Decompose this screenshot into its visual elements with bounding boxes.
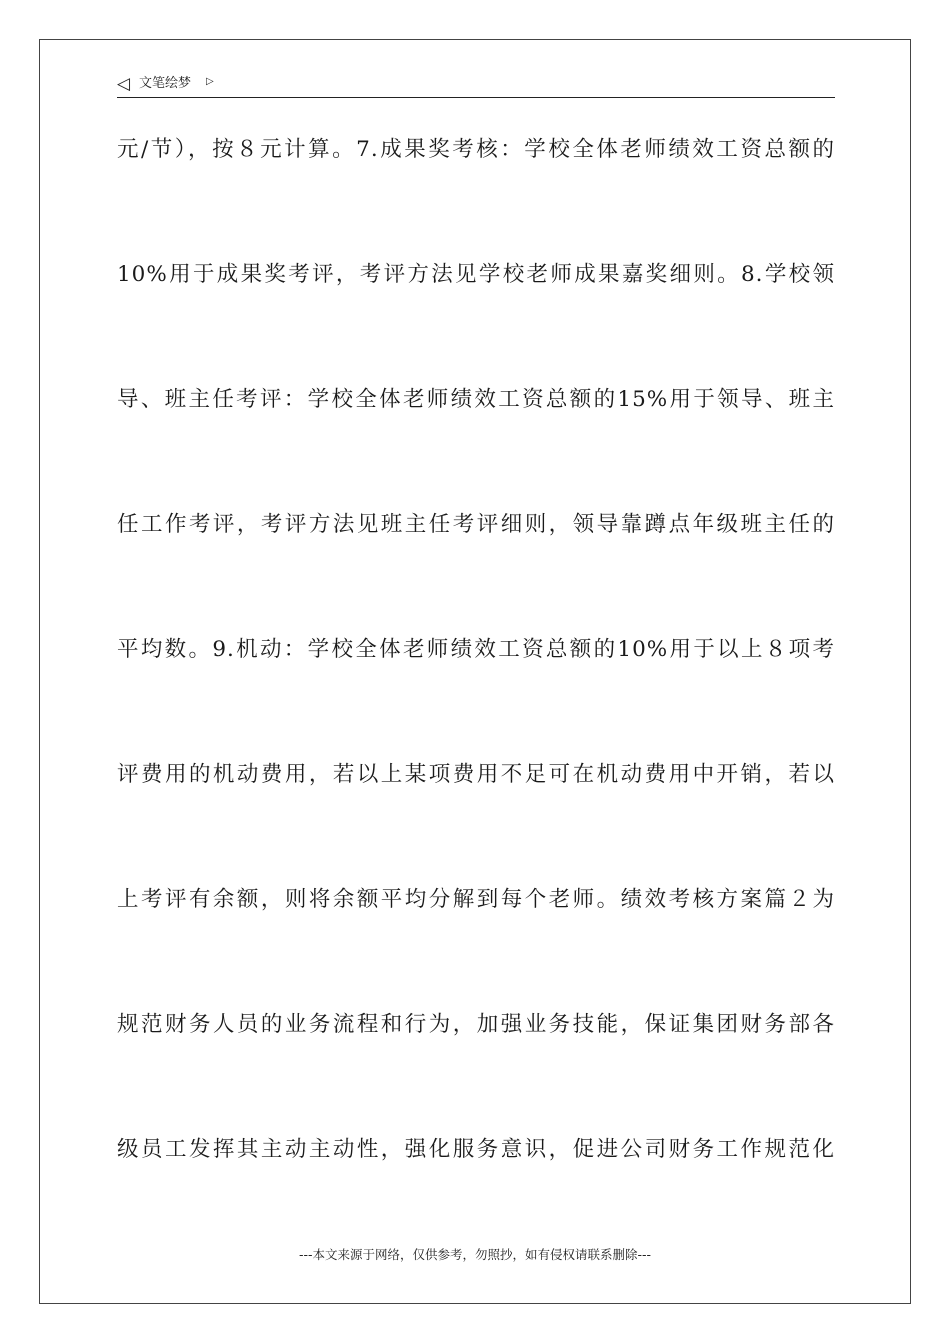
right-triangle-icon: ▷ — [206, 76, 214, 87]
body-line: 评费用的机动费用，若以上某项费用不足可在机动费用中开销，若以 — [117, 762, 835, 787]
body-line: 导、班主任考评：学校全体老师绩效工资总额的15%用于领导、班主 — [117, 387, 835, 412]
body-line: 规范财务人员的业务流程和行为，加强业务技能，保证集团财务部各 — [117, 1012, 835, 1037]
body-line: 级员工发挥其主动主动性，强化服务意识，促进公司财务工作规范化 — [117, 1137, 835, 1162]
body-line: 平均数。9.机动：学校全体老师绩效工资总额的10%用于以上８项考 — [117, 637, 835, 662]
page-header — [117, 72, 835, 98]
body-line: 任工作考评，考评方法见班主任考评细则，领导靠蹲点年级班主任的 — [117, 512, 835, 537]
page-border — [39, 39, 911, 1304]
left-triangle-icon: ◁ — [117, 74, 131, 94]
page-footer: ---本文来源于网络，仅供参考，勿照抄，如有侵权请联系删除--- — [298, 1247, 652, 1262]
header-title: 文笔绘梦 — [139, 76, 192, 91]
body-line: 10%用于成果奖考评，考评方法见学校老师成果嘉奖细则。8.学校领 — [117, 262, 835, 287]
body-line: 上考评有余额，则将余额平均分解到每个老师。绩效考核方案篇２为 — [117, 887, 835, 912]
body-line: 元/节），按８元计算。7.成果奖考核：学校全体老师绩效工资总额的 — [117, 137, 835, 162]
